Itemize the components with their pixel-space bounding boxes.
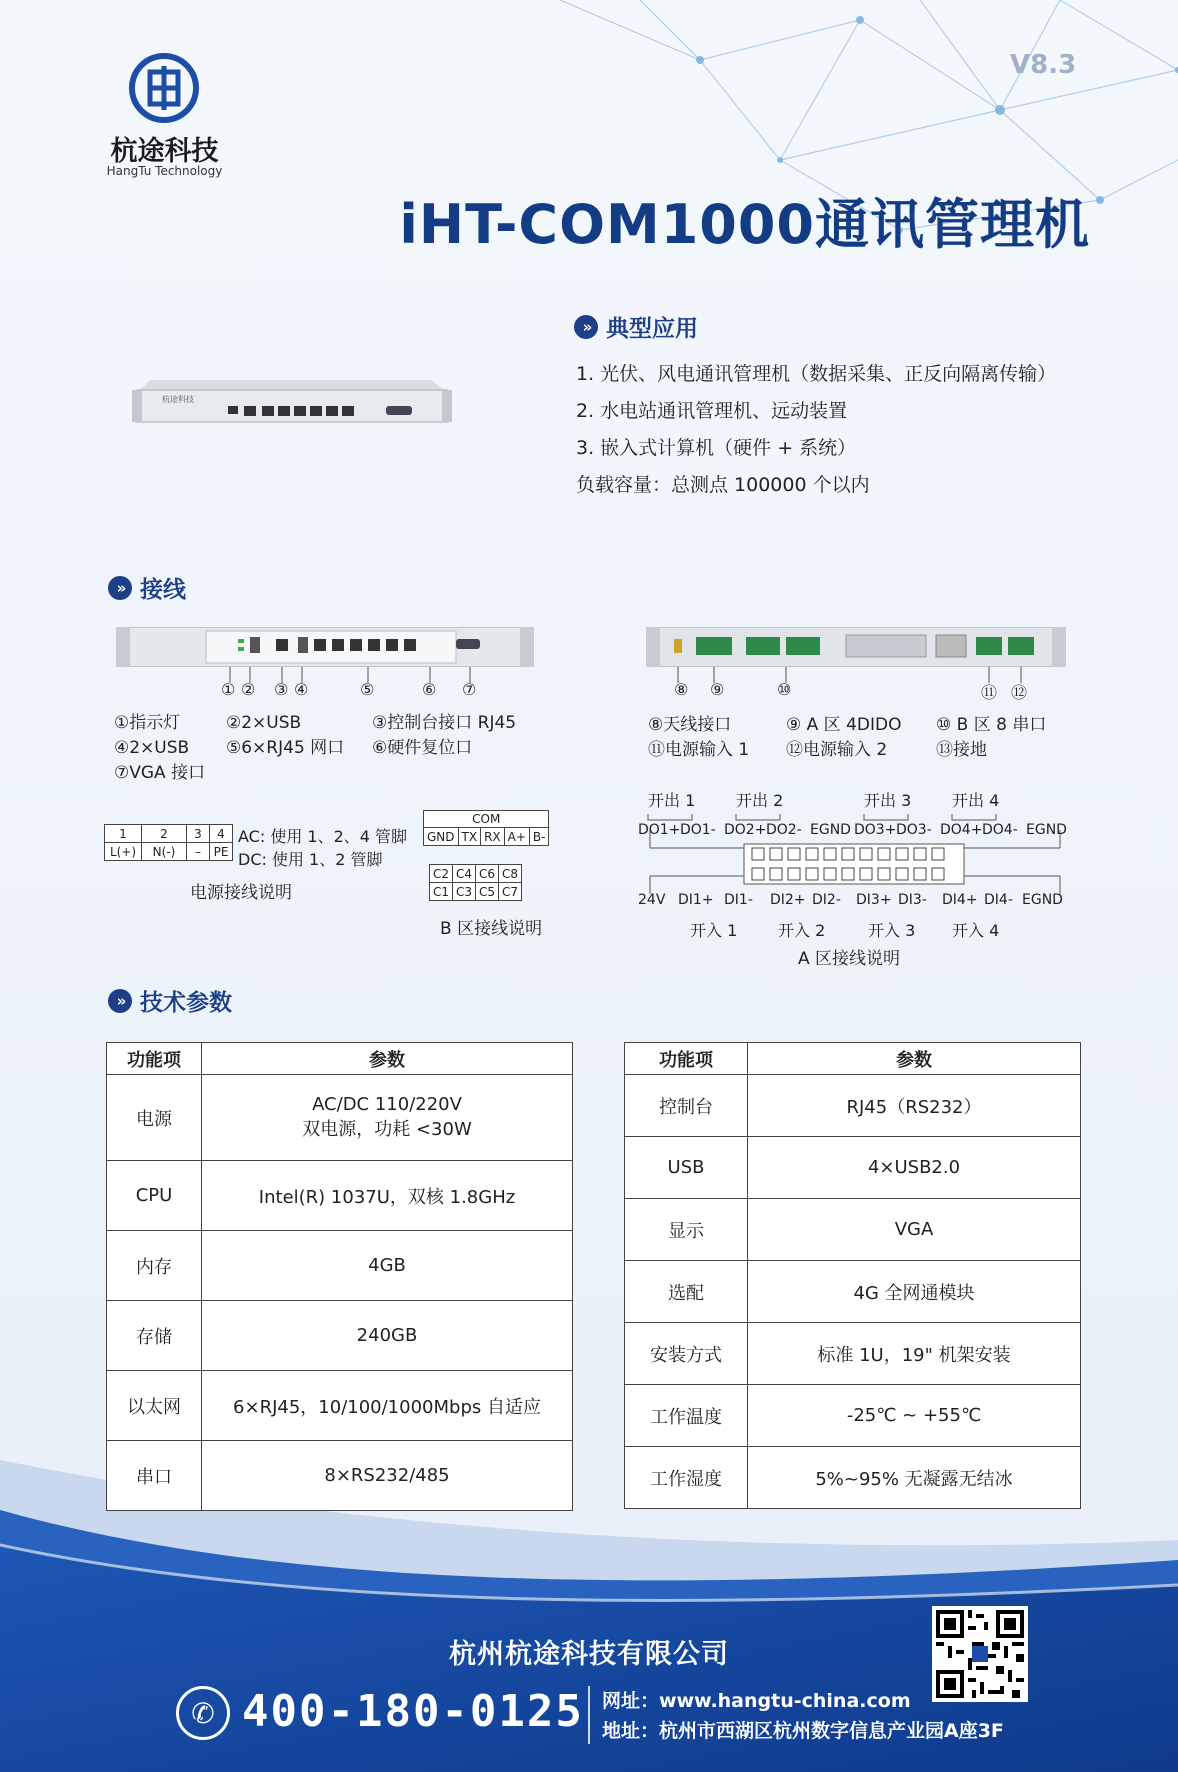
b-area-signal: RX [481, 828, 505, 846]
typical-item: 1. 光伏、风电通讯管理机（数据采集、正反向隔离传输） [576, 363, 1057, 385]
front-num: ⑦ [462, 680, 477, 699]
brand-name-en: HangTu Technology [106, 164, 223, 178]
spec-param: 8×RS232/485 [202, 1441, 573, 1511]
rear-num: ⑪ [981, 683, 998, 702]
power-signal: N(-) [142, 843, 187, 861]
col-header-item: 功能项 [625, 1043, 748, 1075]
front-num: ③ [274, 680, 289, 699]
b-area-com: COM [424, 811, 549, 828]
version-label: V8.3 [1010, 50, 1077, 80]
spec-param-line: 双电源，功耗 <30W [302, 1119, 472, 1140]
rear-legend-item: ⑬接地 [936, 740, 987, 760]
a-out-group: 开出 2 [736, 791, 784, 810]
brand-logo [96, 52, 246, 182]
power-ac-note: AC: 使用 1、2、4 管脚 [238, 827, 408, 846]
a-bottom-pin: DI3- [898, 892, 927, 908]
spec-item: USB [625, 1137, 748, 1199]
b-area-port: C8 [499, 865, 522, 883]
table-row [107, 1301, 573, 1371]
a-in-group: 开入 2 [778, 921, 826, 940]
a-bottom-pin: DI3+ [856, 892, 892, 908]
col-header-param: 参数 [748, 1043, 1081, 1075]
a-bottom-pin: 24V [638, 892, 666, 908]
table-row [107, 1161, 573, 1231]
table-row [625, 1323, 1081, 1385]
logo-mark-icon [128, 52, 200, 124]
spec-param: Intel(R) 1037U，双核 1.8GHz [202, 1161, 573, 1231]
section-tech-title: 技术参数 [140, 990, 232, 1016]
section-wiring-title: 接线 [140, 577, 186, 603]
a-bottom-pin: DI1- [724, 892, 753, 908]
b-area-port: C3 [453, 883, 476, 901]
front-legend-item: ④2×USB [114, 738, 190, 758]
a-bottom-pin: DI4+ [942, 892, 978, 908]
rear-legend-item: ⑩ B 区 8 串口 [936, 715, 1047, 735]
spec-item: 电源 [107, 1075, 202, 1161]
power-pin: 3 [187, 825, 210, 843]
a-out-group: 开出 3 [864, 791, 912, 810]
a-in-group: 开入 3 [868, 921, 916, 940]
spec-param [202, 1075, 573, 1161]
front-legend-item: ②2×USB [226, 713, 302, 733]
b-area-port-table [429, 864, 522, 901]
typical-item: 3. 嵌入式计算机（硬件 + 系统） [576, 437, 857, 459]
spec-param: 4GB [202, 1231, 573, 1301]
rear-legend-item: ⑨ A 区 4DIDO [786, 715, 902, 735]
spec-item: 存储 [107, 1301, 202, 1371]
a-bottom-pin: DI2- [812, 892, 841, 908]
b-area-port: C4 [453, 865, 476, 883]
front-num: ① [221, 680, 236, 699]
spec-item: 内存 [107, 1231, 202, 1301]
svg-text:杭途科技: 杭途科技 [162, 395, 194, 404]
footer-address: 地址：杭州市西湖区杭州数字信息产业园A座3F [602, 1720, 1004, 1742]
spec-param: RJ45（RS232） [748, 1075, 1081, 1137]
power-pin: 4 [210, 825, 233, 843]
a-top-pin: DO1+ [638, 822, 681, 838]
table-row [625, 1447, 1081, 1509]
front-num: ⑤ [360, 680, 375, 699]
section-typical-title: 典型应用 [606, 316, 698, 342]
b-area-signal: A+ [504, 828, 529, 846]
spec-item: 控制台 [625, 1075, 748, 1137]
section-typical [574, 310, 698, 343]
power-pin: 1 [105, 825, 142, 843]
spec-item: 选配 [625, 1261, 748, 1323]
b-area-signal: TX [458, 828, 481, 846]
rear-legend-item: ⑪电源输入 1 [648, 740, 750, 760]
section-tech [108, 984, 232, 1017]
a-top-pin: EGND [810, 822, 851, 838]
spec-param: 标准 1U，19" 机架安装 [748, 1323, 1081, 1385]
spec-param-line: AC/DC 110/220V [312, 1094, 462, 1115]
b-area-port: C5 [476, 883, 499, 901]
table-row [625, 1261, 1081, 1323]
b-area-signal: GND [424, 828, 459, 846]
a-bottom-pin: DI2+ [770, 892, 806, 908]
front-legend-item: ⑤6×RJ45 网口 [226, 738, 345, 758]
spec-param: 6×RJ45，10/100/1000Mbps 自适应 [202, 1371, 573, 1441]
front-legend-item: ①指示灯 [114, 713, 181, 733]
power-caption: 电源接线说明 [190, 883, 292, 903]
footer-phone: 400-180-0125 [242, 1686, 584, 1737]
chevron-double-icon: » [108, 989, 132, 1013]
qr-code [932, 1606, 1028, 1702]
spec-param: VGA [748, 1199, 1081, 1261]
a-in-group: 开入 1 [690, 921, 738, 940]
rear-num: ⑩ [777, 680, 792, 699]
footer-website: 网址：www.hangtu-china.com [602, 1690, 911, 1712]
a-in-group: 开入 4 [952, 921, 1000, 940]
footer-company: 杭州杭途科技有限公司 [449, 1639, 729, 1670]
spec-param: 5%~95% 无凝露无结冰 [748, 1447, 1081, 1509]
front-num: ④ [294, 680, 309, 699]
chevron-double-icon: » [574, 315, 598, 339]
front-legend-item: ③控制台接口 RJ45 [372, 713, 517, 733]
typical-item: 2. 水电站通讯管理机、远动装置 [576, 400, 848, 422]
b-area-port: C6 [476, 865, 499, 883]
front-legend-item: ⑦VGA 接口 [114, 763, 206, 783]
b-area-caption: B 区接线说明 [440, 919, 543, 939]
typical-list [576, 356, 1136, 504]
a-top-pin: DO2+ [724, 822, 767, 838]
power-pin-table [104, 824, 233, 861]
table-row [107, 1441, 573, 1511]
table-row [107, 1371, 573, 1441]
b-area-signal-table [423, 810, 549, 846]
spec-item: 以太网 [107, 1371, 202, 1441]
power-signal: L(+) [105, 843, 142, 861]
spec-item: 串口 [107, 1441, 202, 1511]
spec-item: 工作温度 [625, 1385, 748, 1447]
power-signal: – [187, 843, 210, 861]
rear-num: ⑧ [674, 680, 689, 699]
a-top-pin: EGND [1026, 822, 1067, 838]
b-area-port: C7 [499, 883, 522, 901]
col-header-item: 功能项 [107, 1043, 202, 1075]
spec-item: 安装方式 [625, 1323, 748, 1385]
a-top-pin: DO1- [680, 822, 716, 838]
phone-icon: ✆ [176, 1686, 230, 1740]
rear-num: ⑫ [1011, 683, 1028, 702]
table-row [625, 1075, 1081, 1137]
spec-table-left [106, 1042, 573, 1511]
front-num: ⑥ [422, 680, 437, 699]
rear-legend-item: ⑧天线接口 [648, 715, 732, 735]
b-area-box [423, 810, 571, 902]
power-signal: PE [210, 843, 233, 861]
rear-callout-lines [646, 667, 1066, 687]
front-panel [116, 627, 534, 667]
a-bottom-pin: DI4- [984, 892, 1013, 908]
rear-num: ⑨ [710, 680, 725, 699]
a-top-pin: DO4- [982, 822, 1018, 838]
a-top-pin: DO2- [766, 822, 802, 838]
a-bottom-pin: EGND [1022, 892, 1063, 908]
table-row [107, 1075, 573, 1161]
table-row [625, 1385, 1081, 1447]
power-pin: 2 [142, 825, 187, 843]
col-header-param: 参数 [202, 1043, 573, 1075]
a-top-pin: DO3+ [854, 822, 897, 838]
spec-param: 4G 全网通模块 [748, 1261, 1081, 1323]
table-row [625, 1199, 1081, 1261]
brand-name-cn: 杭途科技 [110, 136, 219, 167]
footer-divider [588, 1686, 590, 1744]
spec-table-right [624, 1042, 1081, 1509]
b-area-port: C1 [430, 883, 453, 901]
spec-item: 工作湿度 [625, 1447, 748, 1509]
a-top-pin: DO3- [896, 822, 932, 838]
spec-item: 显示 [625, 1199, 748, 1261]
table-row [107, 1231, 573, 1301]
section-wiring [108, 571, 186, 604]
typical-item: 负载容量：总测点 100000 个以内 [576, 474, 870, 496]
page-title: iHT-COM1000通讯管理机 [399, 193, 1090, 256]
a-bottom-pin: DI1+ [678, 892, 714, 908]
rear-legend-item: ⑫电源输入 2 [786, 740, 888, 760]
a-top-pin: DO4+ [940, 822, 983, 838]
front-num: ② [241, 680, 256, 699]
a-out-group: 开出 4 [952, 791, 1000, 810]
table-row [625, 1137, 1081, 1199]
spec-param: 240GB [202, 1301, 573, 1371]
device-photo [132, 372, 452, 430]
spec-param: -25℃ ~ +55℃ [748, 1385, 1081, 1447]
spec-item: CPU [107, 1161, 202, 1231]
a-area-caption: A 区接线说明 [798, 949, 901, 969]
power-dc-note: DC: 使用 1、2 管脚 [238, 850, 383, 869]
spec-param: 4×USB2.0 [748, 1137, 1081, 1199]
b-area-signal: B- [529, 828, 549, 846]
a-out-group: 开出 1 [648, 791, 696, 810]
b-area-port: C2 [430, 865, 453, 883]
chevron-double-icon: » [108, 576, 132, 600]
front-legend-item: ⑥硬件复位口 [372, 738, 473, 758]
rear-panel [646, 627, 1066, 667]
